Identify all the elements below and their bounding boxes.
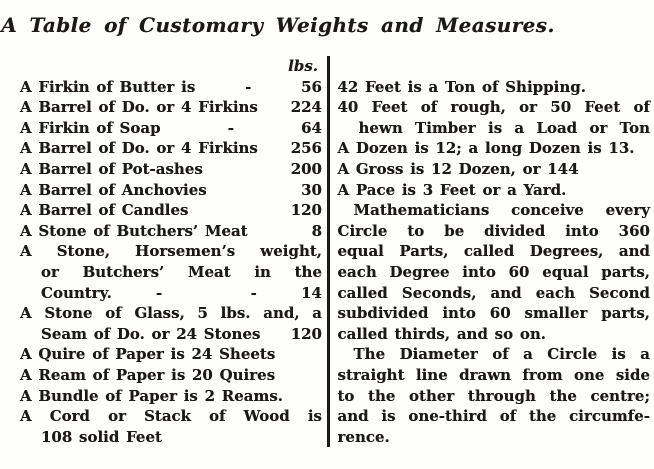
row-value: 14	[301, 283, 322, 302]
table-row	[20, 200, 322, 221]
table-row: A Cord or Stack of Wood is	[20, 407, 322, 426]
column-divider-rule	[327, 56, 330, 447]
table-row	[20, 118, 322, 139]
row-text: A Barrel of Pot-ashes	[20, 159, 203, 178]
row-value: 120	[290, 201, 322, 220]
table-row: or Butchers’ Meat in the	[41, 262, 322, 281]
unit-header: lbs.	[288, 57, 318, 75]
text-line: hewn Timber is a Load or Ton	[358, 118, 650, 137]
row-dash: -	[227, 118, 234, 137]
text-line: to the other through the centre;	[337, 386, 650, 405]
right-column	[338, 56, 651, 447]
text-line: equal Parts, called Degrees, and	[337, 242, 650, 261]
text-line: A Gross is 12 Dozen, or 144	[337, 159, 579, 178]
row-value: 224	[290, 98, 322, 117]
row-value: 30	[301, 180, 322, 199]
row-dash: -	[156, 283, 163, 302]
table-row: 108 solid Feet	[41, 427, 162, 446]
row-value: 200	[290, 159, 322, 178]
text-line: straight line drawn from one side	[337, 365, 650, 384]
text-line: called Seconds, and each Second	[337, 283, 650, 302]
table-row	[20, 324, 322, 345]
table-row	[20, 77, 322, 98]
table-row	[20, 97, 322, 118]
two-column-layout	[0, 56, 654, 447]
row-value: 56	[301, 77, 322, 96]
row-value: 120	[290, 324, 322, 343]
row-text: A Firkin of Butter is	[20, 77, 196, 96]
table-row	[20, 283, 322, 304]
left-column	[20, 56, 322, 447]
text-line: rence.	[337, 427, 390, 446]
page-title: A Table of Customary Weights and Measures.	[1, 13, 555, 37]
text-line: The Diameter of a Circle is a	[353, 345, 650, 364]
row-text: A Firkin of Soap	[20, 118, 161, 137]
table-row	[20, 221, 322, 242]
text-line: each Degree into 60 equal parts,	[337, 262, 650, 281]
row-value: 8	[311, 221, 322, 240]
table-row	[20, 159, 322, 180]
row-text: A Barrel of Do. or 4 Firkins	[20, 139, 258, 158]
table-row: A Bundle of Paper is 2 Reams.	[20, 386, 284, 405]
row-dash: -	[250, 283, 257, 302]
text-line: called thirds, and so on.	[337, 324, 546, 343]
text-line: A Pace is 3 Feet or a Yard.	[337, 180, 567, 199]
text-line: 42 Feet is a Ton of Shipping.	[337, 77, 586, 96]
row-text: Seam of Do. or 24 Stones	[41, 324, 261, 343]
row-text: Country.	[41, 283, 112, 302]
row-value: 64	[301, 118, 322, 137]
table-row: A Stone, Horsemen’s weight,	[20, 242, 322, 261]
table-row	[20, 138, 322, 159]
table-row	[20, 180, 322, 201]
row-text: A Barrel of Candles	[20, 201, 189, 220]
row-text: A Stone of Butchers’ Meat	[20, 221, 248, 240]
text-line: subdivided into 60 smaller parts,	[337, 304, 650, 323]
table-row: A Quire of Paper is 24 Sheets	[20, 345, 276, 364]
row-text: A Barrel of Do. or 4 Firkins	[20, 98, 258, 117]
text-line: Circle to be divided into 360	[337, 221, 650, 240]
text-line: A Dozen is 12; a long Dozen is 13.	[337, 139, 635, 158]
table-row: A Ream of Paper is 20 Quires	[20, 365, 276, 384]
row-dash: -	[245, 77, 252, 96]
row-text: A Barrel of Anchovies	[20, 180, 207, 199]
table-row: A Stone of Glass, 5 lbs. and, a	[20, 304, 322, 323]
row-value: 256	[290, 139, 322, 158]
text-line: and is one-third of the circumfe-	[337, 407, 650, 426]
weights-table	[20, 77, 322, 448]
text-line: Mathematicians conceive every	[353, 201, 650, 220]
text-line: 40 Feet of rough, or 50 Feet of	[337, 98, 650, 117]
measures-text	[338, 77, 651, 448]
